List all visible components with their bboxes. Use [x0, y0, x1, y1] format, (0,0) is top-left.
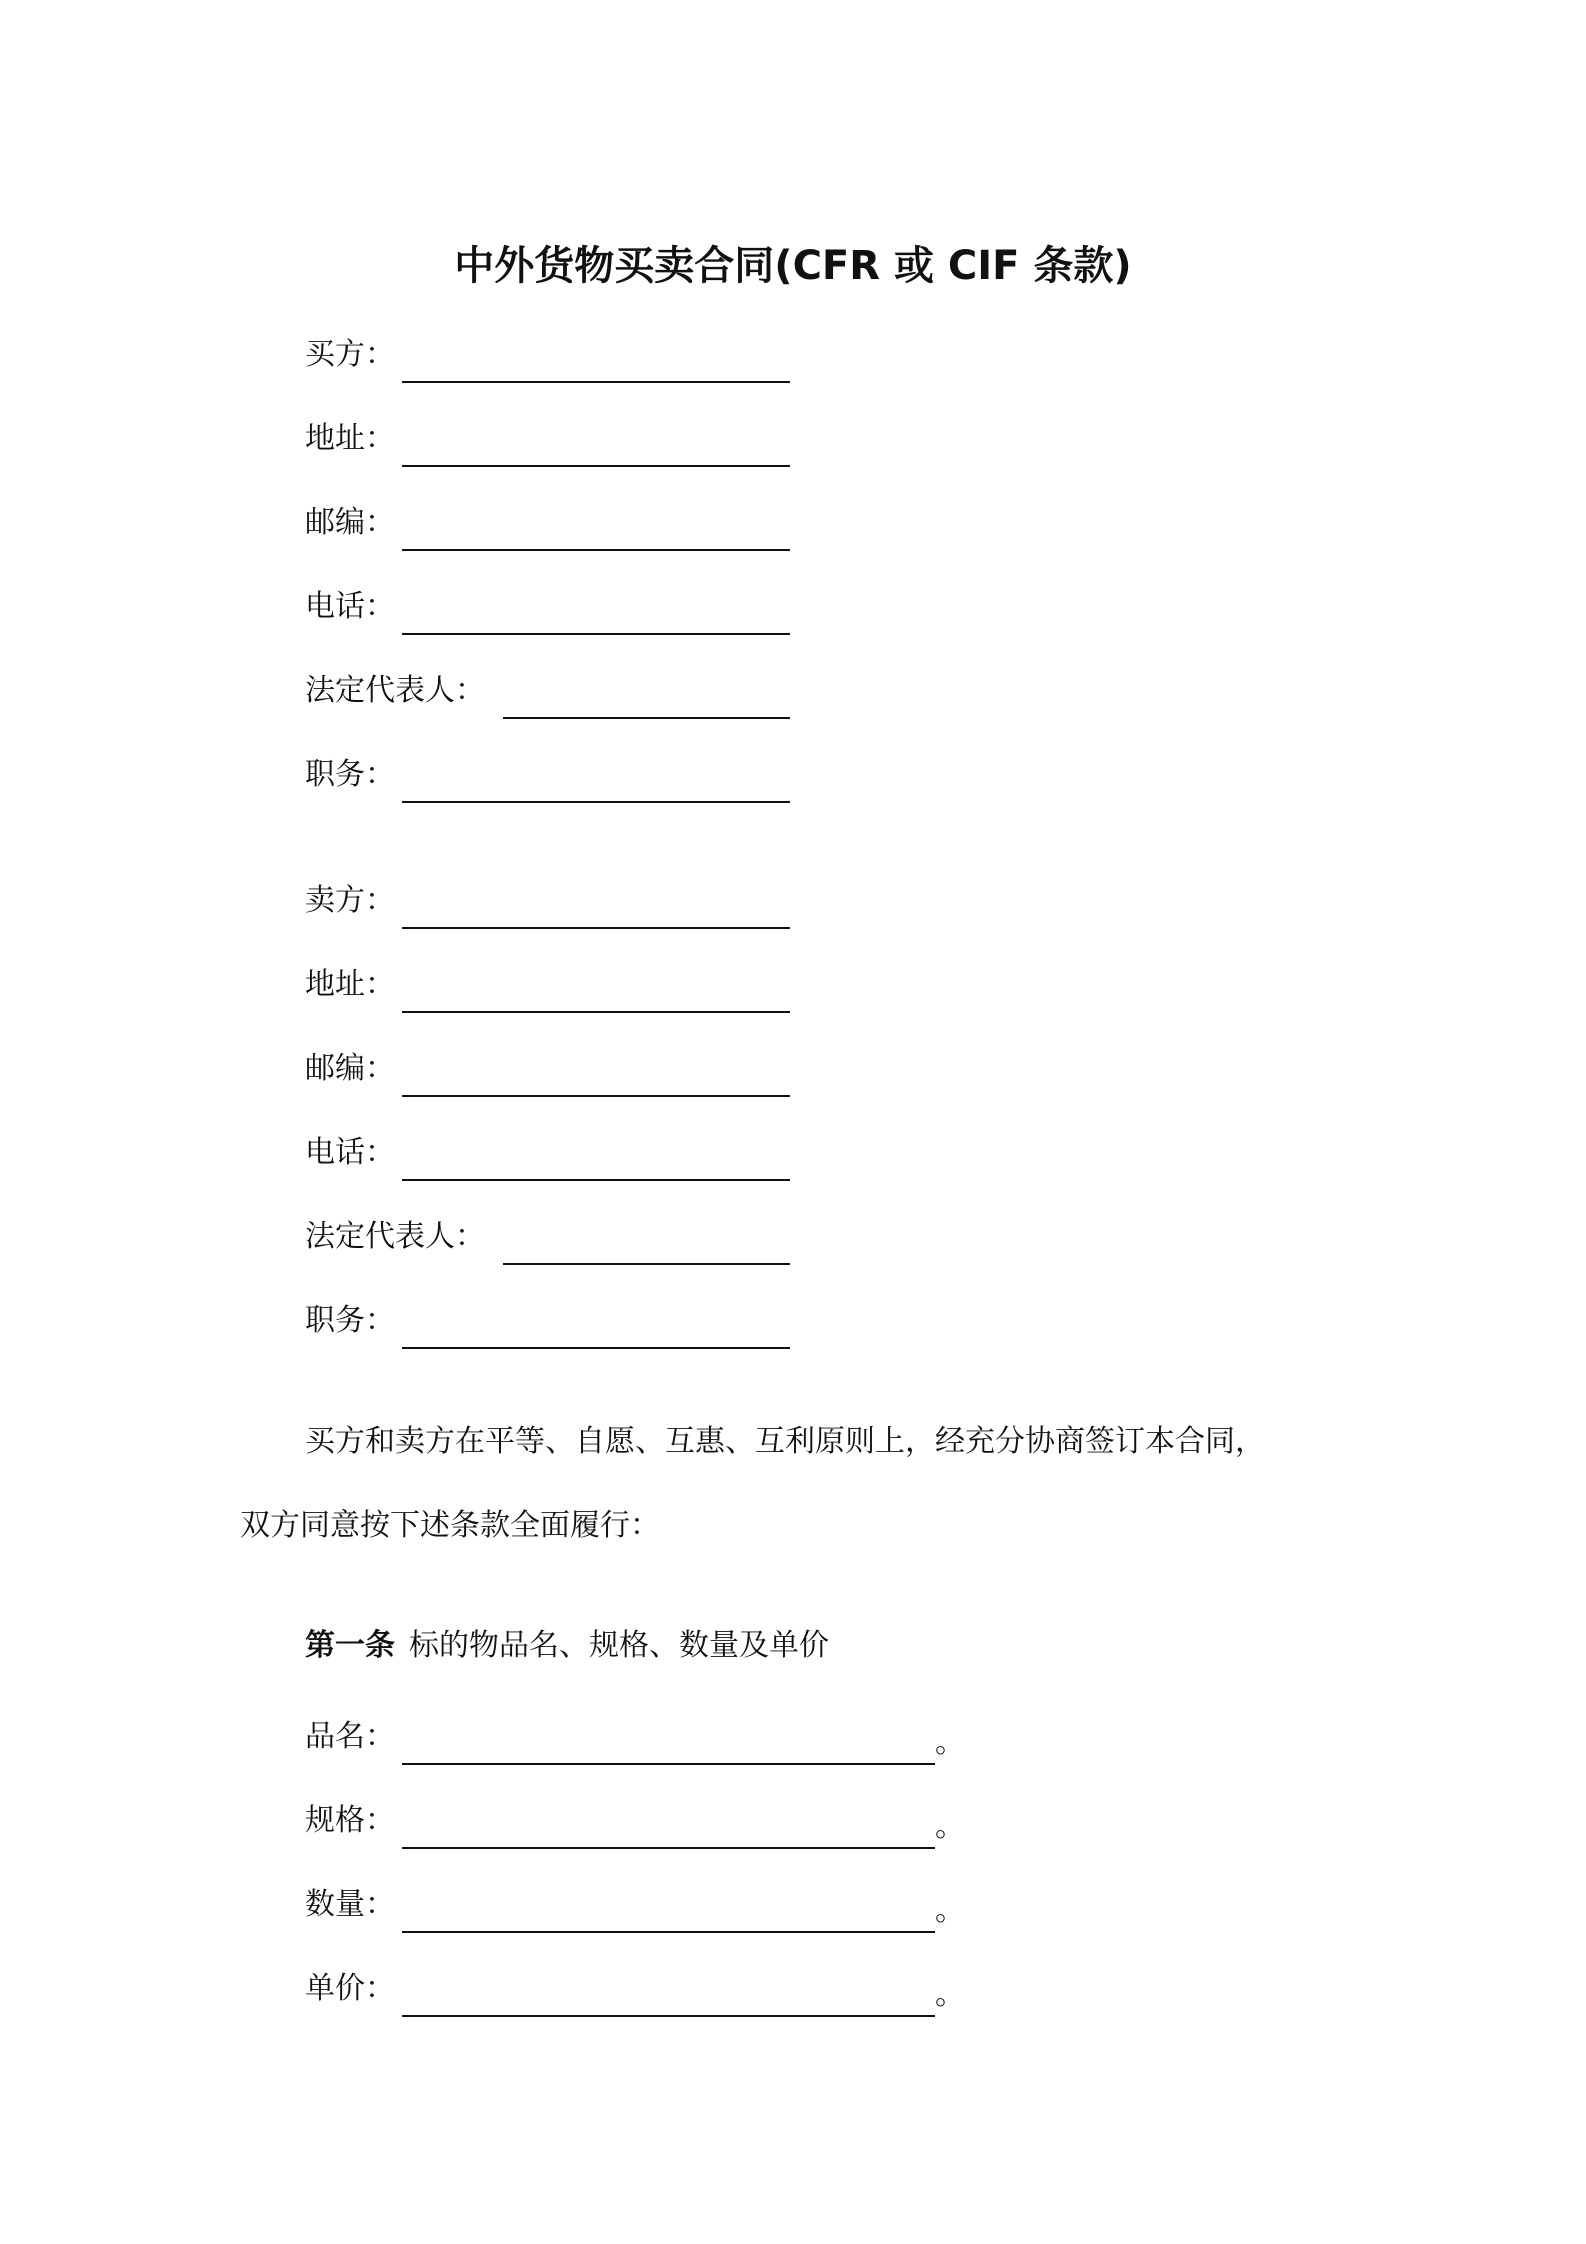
seller-address-blank[interactable] — [402, 1011, 790, 1013]
seller-phone-label: 电话： — [305, 1135, 395, 1170]
preamble-line-1: 买方和卖方在平等、自愿、互惠、互利原则上，经充分协商签订本合同， — [305, 1424, 1265, 1459]
preamble-line-2: 双方同意按下述条款全面履行： — [240, 1508, 660, 1543]
buyer-address-label: 地址： — [305, 421, 395, 456]
document-title: 中外货物买卖合同(CFR 或 CIF 条款) — [454, 243, 1132, 289]
seller-phone-blank[interactable] — [402, 1179, 790, 1181]
item-name-field — [305, 1709, 965, 1769]
item-name-end-mark: 。 — [935, 1725, 965, 1760]
buyer-position-field — [305, 747, 795, 807]
buyer-legal-rep-blank[interactable] — [503, 717, 790, 719]
item-unit-price-end-mark: 。 — [935, 1977, 965, 2012]
seller-phone-field — [305, 1125, 795, 1185]
buyer-postcode-field — [305, 495, 795, 555]
buyer-postcode-blank[interactable] — [402, 549, 790, 551]
item-spec-end-mark: 。 — [935, 1809, 965, 1844]
seller-legal-rep-blank[interactable] — [503, 1263, 790, 1265]
buyer-phone-field — [305, 579, 795, 639]
buyer-postcode-label: 邮编： — [305, 505, 395, 540]
item-spec-blank[interactable] — [402, 1847, 935, 1849]
seller-legal-rep-label: 法定代表人： — [305, 1219, 485, 1254]
item-quantity-end-mark: 。 — [935, 1893, 965, 1928]
item-name-blank[interactable] — [402, 1763, 935, 1765]
seller-position-blank[interactable] — [402, 1347, 790, 1349]
buyer-name-blank[interactable] — [402, 381, 790, 383]
preamble-paragraph — [240, 1400, 1360, 1568]
seller-position-field — [305, 1293, 795, 1353]
buyer-party-label: 买方： — [305, 337, 395, 372]
buyer-legal-rep-field — [305, 663, 795, 723]
seller-address-field — [305, 957, 795, 1017]
item-spec-field — [305, 1793, 965, 1853]
buyer-phone-blank[interactable] — [402, 633, 790, 635]
seller-postcode-field — [305, 1041, 795, 1101]
seller-position-label: 职务： — [305, 1303, 395, 1338]
seller-legal-rep-field — [305, 1209, 795, 1269]
buyer-name-field — [305, 327, 795, 387]
item-unit-price-field — [305, 1961, 965, 2021]
item-spec-label: 规格： — [305, 1803, 395, 1838]
seller-name-blank[interactable] — [402, 927, 790, 929]
seller-party-label: 卖方： — [305, 883, 395, 918]
item-quantity-field — [305, 1877, 965, 1937]
item-name-label: 品名： — [305, 1719, 395, 1754]
item-quantity-label: 数量： — [305, 1887, 395, 1922]
buyer-phone-label: 电话： — [305, 589, 395, 624]
article-1-title: 标的物品名、规格、数量及单价 — [409, 1628, 829, 1663]
item-unit-price-blank[interactable] — [402, 2015, 935, 2017]
buyer-legal-rep-label: 法定代表人： — [305, 673, 485, 708]
seller-name-field — [305, 873, 795, 933]
seller-postcode-blank[interactable] — [402, 1095, 790, 1097]
seller-postcode-label: 邮编： — [305, 1051, 395, 1086]
buyer-position-blank[interactable] — [402, 801, 790, 803]
seller-address-label: 地址： — [305, 967, 395, 1002]
item-unit-price-label: 单价： — [305, 1971, 395, 2006]
buyer-address-blank[interactable] — [402, 465, 790, 467]
item-quantity-blank[interactable] — [402, 1931, 935, 1933]
buyer-address-field — [305, 411, 795, 471]
article-1-heading — [305, 1626, 829, 1666]
article-1-number: 第一条 — [305, 1628, 395, 1663]
buyer-position-label: 职务： — [305, 757, 395, 792]
